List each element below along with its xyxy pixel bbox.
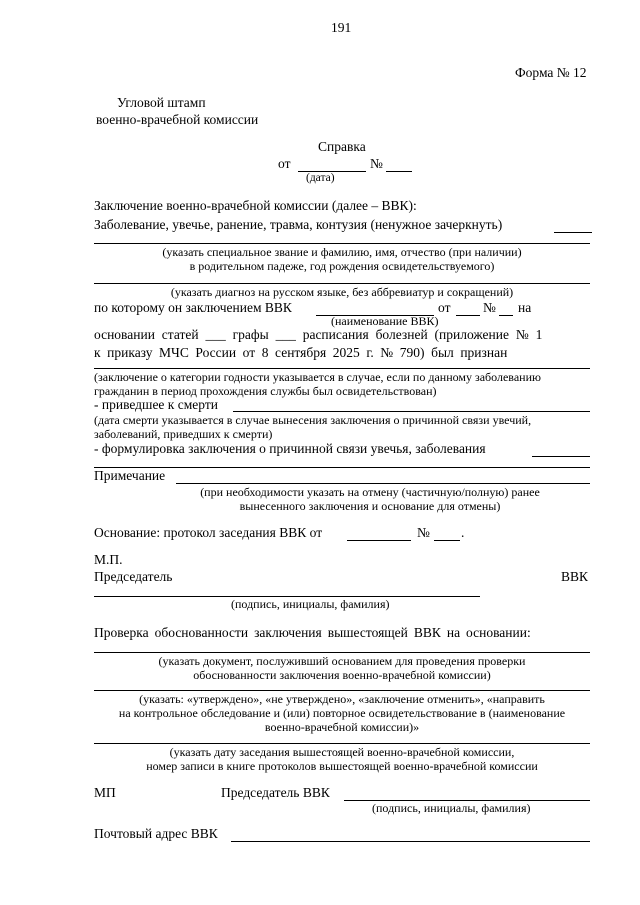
certificate-number-sign: № [370,156,383,171]
chairman-label: Председатель [94,569,173,584]
diagnosis-hint: (указать диагноз на русском языке, без аббревиатур и сокращений) [170,285,514,299]
postal-blank [231,841,590,842]
review-decision-hint-3: военно-врачебной комиссии)» [264,720,420,734]
protocol-number-blank [434,540,460,541]
footer-sign-hint: (подпись, инициалы, фамилия) [372,801,531,815]
protocol-date-blank [347,540,411,541]
footer-mp-label: МП [94,785,116,800]
injury-line: Заболевание, увечье, ранение, травма, контузия (ненужное зачеркнуть) [94,217,503,232]
form-title: Форма № 12 [515,65,587,80]
conclusion-number-sign: № [483,300,496,315]
note-blank [176,483,590,484]
note-label: Примечание [94,468,166,483]
basis-line-2: к приказу МЧС России от 8 сентября 2025 г. № 790) был признан [94,345,508,360]
review-date-hint-1: (указать дату заседания вышестоящей военно-врачебной комиссии, [169,745,515,759]
causal-line [94,467,590,468]
death-hint-1: (дата смерти указывается в случае вынесения заключения о причинной связи увечий, [94,413,532,427]
vvk-name-hint: (наименование ВВК) [331,314,439,328]
protocol-number-sign: № [417,525,430,540]
person-hint-2: в родительном падеже, год рождения освидетельствуемого) [189,259,495,273]
basis-protocol-label: Основание: протокол заседания ВВК от [94,525,323,540]
death-hint-2: заболеваний, приведших к смерти) [94,427,273,441]
review-date-line [94,743,590,744]
page-number: 191 [331,20,352,35]
person-line [94,243,590,244]
fitness-hint-1: (заключение о категории годности указывается в случае, если по данному заболеванию [94,370,541,384]
review-doc-hint-2: обоснованности заключения военно-врачебной комиссии) [193,668,491,682]
death-label: - приведшее к смерти [94,397,218,412]
conclusion-date-blank [456,315,480,316]
diagnosis-line [94,283,590,284]
death-blank [233,411,590,412]
certificate-title: Справка [318,139,366,154]
causal-blank [532,456,590,457]
note-hint-2: вынесенного заключения и основание для отмены) [239,499,501,513]
note-hint-1: (при необходимости указать на отмену (частичную/полную) ранее [200,485,540,499]
mp-label: М.П. [94,552,123,567]
stamp-line-1: Угловой штамп [117,95,206,110]
review-date-hint-2: номер записи в книге протоколов вышестоящей военно-врачебной комиссии [146,759,538,773]
conclusion-number-blank [499,315,513,316]
review-decision-hint-2: на контрольное обследование и (или) повторное освидетельствование в (наименование [118,706,566,720]
conclusion-from: от [438,300,451,315]
review-heading: Проверка обоснованности заключения вышестоящей ВВК на основании: [94,625,531,640]
vvk-label: ВВК [561,569,589,584]
fitness-line [94,368,590,369]
conclusion-on: на [518,300,532,315]
footer-chairman-label: Председатель ВВК [221,785,330,800]
protocol-end: . [461,525,465,540]
person-hint-1: (указать специальное звание и фамилию, имя, отчество (при наличии) [162,245,522,259]
by-which-label: по которому он заключением ВВК [94,300,292,315]
chairman-sign-hint: (подпись, инициалы, фамилия) [231,597,390,611]
basis-line-1: основании статей ___ графы ___ расписания болезней (приложение № 1 [94,327,543,342]
conclusion-heading: Заключение военно-врачебной комиссии (далее – ВВК): [94,198,417,213]
review-decision-line [94,690,590,691]
number-blank [386,171,412,172]
review-doc-hint-1: (указать документ, послуживший основанием для проведения проверки [158,654,526,668]
causal-label: - формулировка заключения о причинной связи увечья, заболевания [94,441,486,456]
injury-blank [554,232,592,233]
date-hint: (дата) [306,172,335,184]
fitness-hint-2: гражданин в период прохождения службы был освидетельствован) [94,384,437,398]
certificate-from: от [278,156,291,171]
postal-label: Почтовый адрес ВВК [94,826,218,841]
review-decision-hint-1: (указать: «утверждено», «не утверждено», «заключение отменить», «направить [139,692,545,706]
stamp-line-2: военно-врачебной комиссии [96,112,259,127]
review-doc-line [94,652,590,653]
